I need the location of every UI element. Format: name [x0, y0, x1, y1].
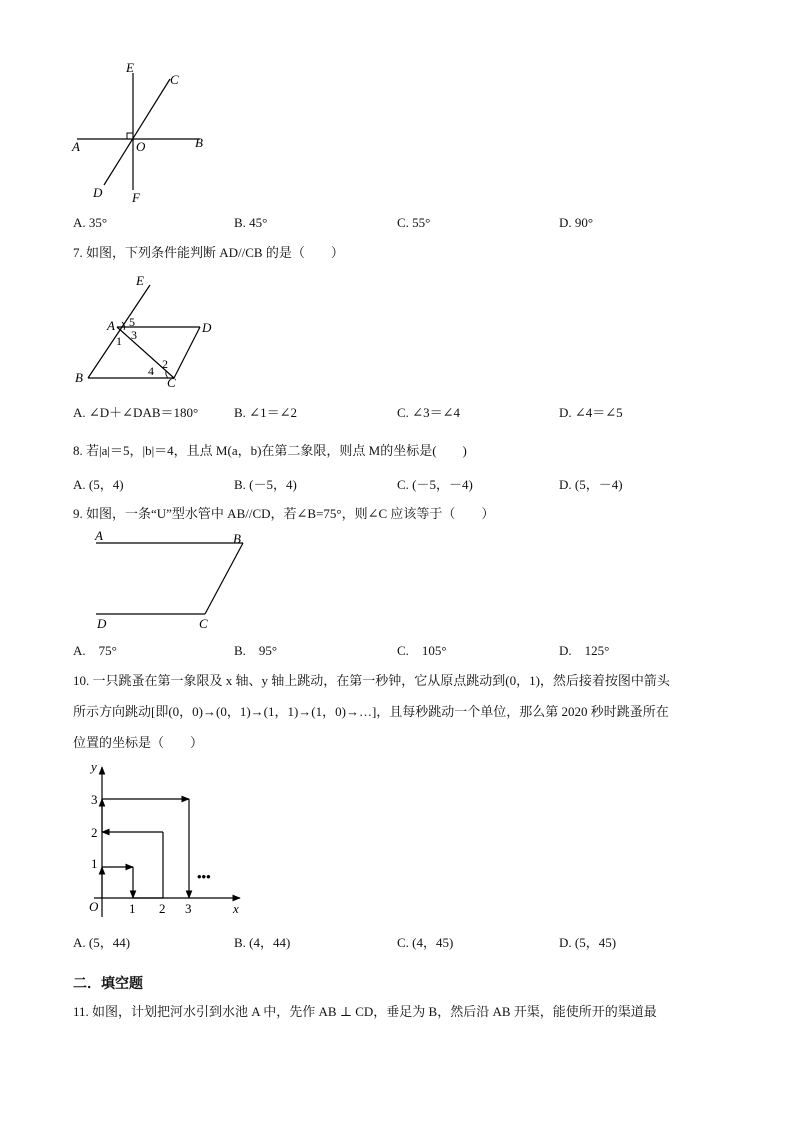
q9-question: 9. 如图，一条“U”型水管中 AB//CD，若∠B=75°，则∠C 应该等于（ ）: [73, 506, 495, 521]
q11-question: 11. 如图，计划把河水引到水池 A 中，先作 AB ⊥ CD，垂足为 B，然后沿 AB 开渠，能使所开的渠道最: [73, 1004, 657, 1019]
q8-option-c: C. (－5，－4): [397, 477, 473, 492]
q6-option-d: D. 90°: [559, 215, 594, 230]
angle-2: 2: [162, 357, 168, 371]
q9-option-c: C. 105°: [397, 643, 447, 658]
x-tick-2: 2: [159, 901, 166, 916]
label-b: B: [75, 370, 83, 385]
figure-q10: [80, 755, 260, 925]
figure-q6: [60, 55, 230, 210]
y-tick-1: 1: [91, 856, 98, 871]
q10-option-b: B. (4，44): [234, 935, 291, 950]
label-c: C: [167, 375, 176, 390]
y-tick-3: 3: [91, 792, 98, 807]
q10-option-d: D. (5，45): [559, 935, 617, 950]
q10-option-c: C. (4，45): [397, 935, 454, 950]
q7-option-a: A. ∠D＋∠DAB＝180°: [73, 405, 199, 420]
label-b: B: [195, 135, 203, 150]
q10-line-1: 10. 一只跳蚤在第一象限及 x 轴、y 轴上跳动，在第一秒钟，它从原点跳动到(0，1)，然后接着按图中箭头: [73, 673, 670, 688]
section-title: 二．填空题: [73, 976, 143, 992]
y-tick-2: 2: [91, 825, 98, 840]
label-f: F: [132, 190, 140, 205]
q7-question: 7. 如图，下列条件能判断 AD//CB 的是（ ）: [73, 245, 344, 260]
label-e: E: [136, 273, 144, 288]
q9-option-b: B. 95°: [234, 643, 278, 658]
q10-line-2: 所示方向跳动[即(0，0)→(0，1)→(1，1)→(1，0)→…]，且每秒跳动一个单位，那么第 2020 秒时跳蚤所在: [73, 704, 669, 719]
right-angle-mark: [127, 133, 133, 139]
q9-option-a: A. 75°: [73, 643, 117, 658]
line-cd: [104, 79, 170, 185]
q6-option-b: B. 45°: [234, 215, 268, 230]
continuation-dots: •••: [197, 869, 211, 884]
label-a: A: [72, 139, 80, 154]
q10-option-a: A. (5，44): [73, 935, 131, 950]
angle-5: 5: [129, 315, 135, 329]
label-b: B: [233, 531, 241, 546]
q6-option-a: A. 35°: [73, 215, 108, 230]
x-axis-label: x: [233, 901, 239, 916]
label-d: D: [202, 320, 212, 335]
figure-q9: [85, 528, 255, 633]
q8-option-a: A. (5，4): [73, 477, 124, 492]
label-d: D: [93, 185, 103, 200]
y-axis-label: y: [91, 759, 97, 774]
q7-option-d: D. ∠4＝∠5: [559, 405, 623, 420]
q7-option-b: B. ∠1＝∠2: [234, 405, 297, 420]
q6-option-c: C. 55°: [397, 215, 431, 230]
q9-option-d: D. 125°: [559, 643, 610, 658]
label-o: O: [136, 139, 146, 154]
x-tick-3: 3: [185, 901, 192, 916]
angle-4: 4: [148, 364, 154, 378]
q8-question: 8. 若|a|＝5，|b|＝4，且点 M(a，b)在第二象限，则点 M的坐标是( ): [73, 443, 467, 458]
q8-option-b: B. (－5，4): [234, 477, 297, 492]
angle-3: 3: [131, 328, 137, 342]
figure-q7: [70, 270, 230, 395]
q8-option-d: D. (5，－4): [559, 477, 623, 492]
label-e: E: [126, 60, 134, 75]
label-a: A: [107, 318, 115, 333]
label-c: C: [170, 72, 179, 87]
angle-1: 1: [116, 334, 122, 348]
q10-line-3: 位置的坐标是（ ）: [73, 735, 204, 750]
x-tick-1: 1: [129, 901, 136, 916]
origin-label: O: [89, 899, 99, 914]
label-a: A: [95, 528, 103, 543]
label-d: D: [97, 616, 107, 631]
label-c: C: [199, 616, 208, 631]
q7-option-c: C. ∠3＝∠4: [397, 405, 460, 420]
